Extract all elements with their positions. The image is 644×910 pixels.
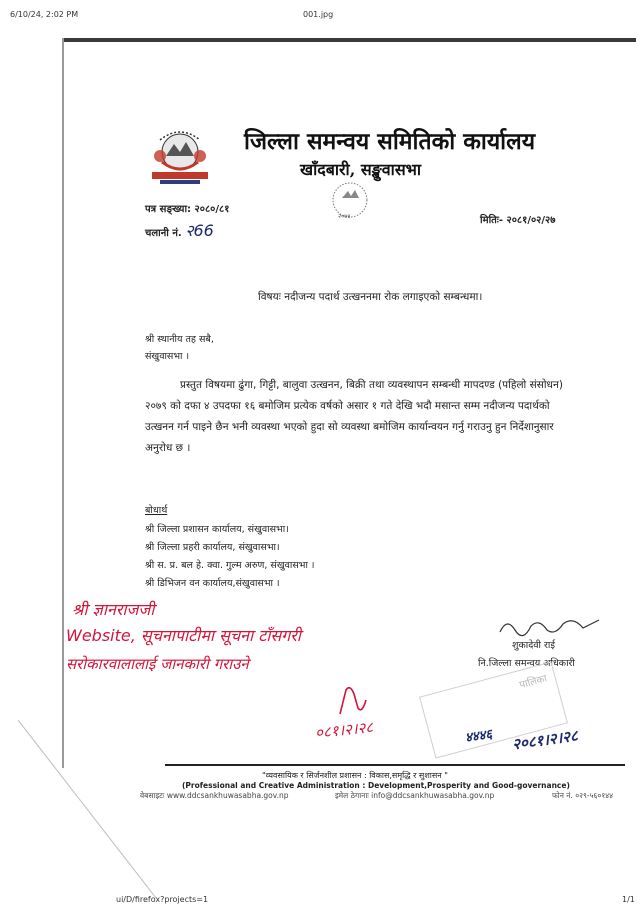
cc-item: श्री डिभिजन वन कार्यालय,संखुवासभा । xyxy=(145,578,280,589)
handwritten-note-line-3: सरोकारवालालाई जानकारी गराउने xyxy=(66,655,249,673)
letter-date-label: मितिः- xyxy=(480,215,504,226)
office-name: जिल्ला समन्वय समितिको कार्यालय xyxy=(244,128,536,155)
handwritten-note-line-1: श्री ज्ञानराजजी xyxy=(72,600,155,619)
footer-motto-english: (Professional and Creative Administration : Development,Prosperity and Good-governance) xyxy=(182,781,570,790)
nepal-emblem-icon xyxy=(140,122,220,194)
letter-date: २०८१/०२/२७ xyxy=(506,215,556,226)
office-location: खाँदबारी, सङ्खुवासभा xyxy=(300,160,422,179)
letter-number-row xyxy=(145,201,229,215)
footer-website-row xyxy=(140,791,289,801)
registration-number: ४४४६ xyxy=(464,727,494,746)
dispatch-number-label: चलानी नं. xyxy=(145,228,182,239)
subject-line xyxy=(258,290,482,304)
letter-number: २०८०/८१ xyxy=(194,204,230,215)
cc-item: श्री जिल्ला प्रशासन कार्यालय, संखुवासभा। xyxy=(145,524,289,535)
body-line-3: उत्खनन गर्न पाइने छैन भनी व्यवस्था भएको हुदा सो व्यवस्था बमोजिम कार्यान्वयन गर्नु गराउनु हुन निर्देशानुसार xyxy=(145,421,554,433)
print-datetime: 6/10/24, 2:02 PM xyxy=(10,10,79,19)
scan-top-edge xyxy=(62,38,636,42)
footer-email: info@ddcsankhuwasabha.gov.np xyxy=(371,791,495,800)
registration-date: २०८१।२।२८ xyxy=(511,726,579,754)
scan-left-edge xyxy=(62,38,64,768)
cc-item: श्री जिल्ला प्रहरी कार्यालय, संखुवासभा। xyxy=(145,542,280,553)
seal-year: २०७४ xyxy=(338,213,351,220)
handwritten-date: ०८१।२।२८ xyxy=(314,718,374,742)
receipt-stamp-text: पालिका xyxy=(518,673,549,692)
footer-email-row xyxy=(335,791,494,801)
handwritten-initial xyxy=(336,684,368,718)
signatory-name: शुकादेवी राई xyxy=(512,640,556,651)
letter-number-label: पत्र सङ्ख्या: xyxy=(145,204,192,215)
footer-website: www.ddcsankhuwasabha.gov.np xyxy=(166,791,289,800)
footer-phone: ०२९-५६०१४४ xyxy=(575,791,614,800)
addressee-line-1: श्री स्थानीय तह सबै, xyxy=(145,334,214,345)
footer-motto: "व्यवसायिक र सिर्जनशील प्रशासन : विकास,समृद्धि र सुशासन " xyxy=(262,771,448,780)
subject-label: विषयः xyxy=(258,291,281,303)
scan-streak xyxy=(18,720,158,900)
body-line-1: प्रस्तुत विषयमा ढुंगा, गिट्टी, बालुवा उत्खनन, बिक्री तथा व्यवस्थापन सम्बन्धी मापदण्ड (पहिलो संसोधन) xyxy=(180,379,563,391)
cc-item: श्री स. प्र. बल हे. क्वा. गुल्म अरुण, संखुवासभा । xyxy=(145,560,315,571)
body-line-2: २०७९ को दफा ४ उपदफा १६ बमोजिम प्रत्येक वर्षको असार १ गते देखि भदौ मसान्त सम्म नदीजन्य पदार्थको xyxy=(145,400,550,412)
letter-date-row xyxy=(480,212,555,226)
footer-phone-row xyxy=(552,791,613,801)
cc-title: बोधार्थ xyxy=(145,505,168,516)
handwritten-note-line-2: Website, सूचनापाटीमा सूचना टाँसगरी xyxy=(66,626,301,645)
dispatch-number: २66 xyxy=(185,221,214,240)
print-page-number: 1/1 xyxy=(622,895,635,904)
dispatch-number-row xyxy=(145,219,214,241)
signatory-title: नि.जिल्ला समन्वय अधिकारी xyxy=(478,658,575,669)
print-url: ui/D/firefox?projects=1 xyxy=(116,895,209,904)
subject-text: नदीजन्य पदार्थ उत्खननमा रोक लगाइएको सम्बन्धमा। xyxy=(284,291,483,303)
footer-website-label: वेबसाइटः xyxy=(140,791,165,800)
footer-divider xyxy=(165,764,625,766)
footer-phone-label: फोन नं. xyxy=(552,791,573,800)
print-filename: 001.jpg xyxy=(303,10,334,19)
addressee-line-2: संखुवासभा । xyxy=(145,351,190,362)
body-line-4: अनुरोध छ । xyxy=(145,442,191,454)
footer-email-label: इमेल ठेगानाः xyxy=(335,791,369,800)
